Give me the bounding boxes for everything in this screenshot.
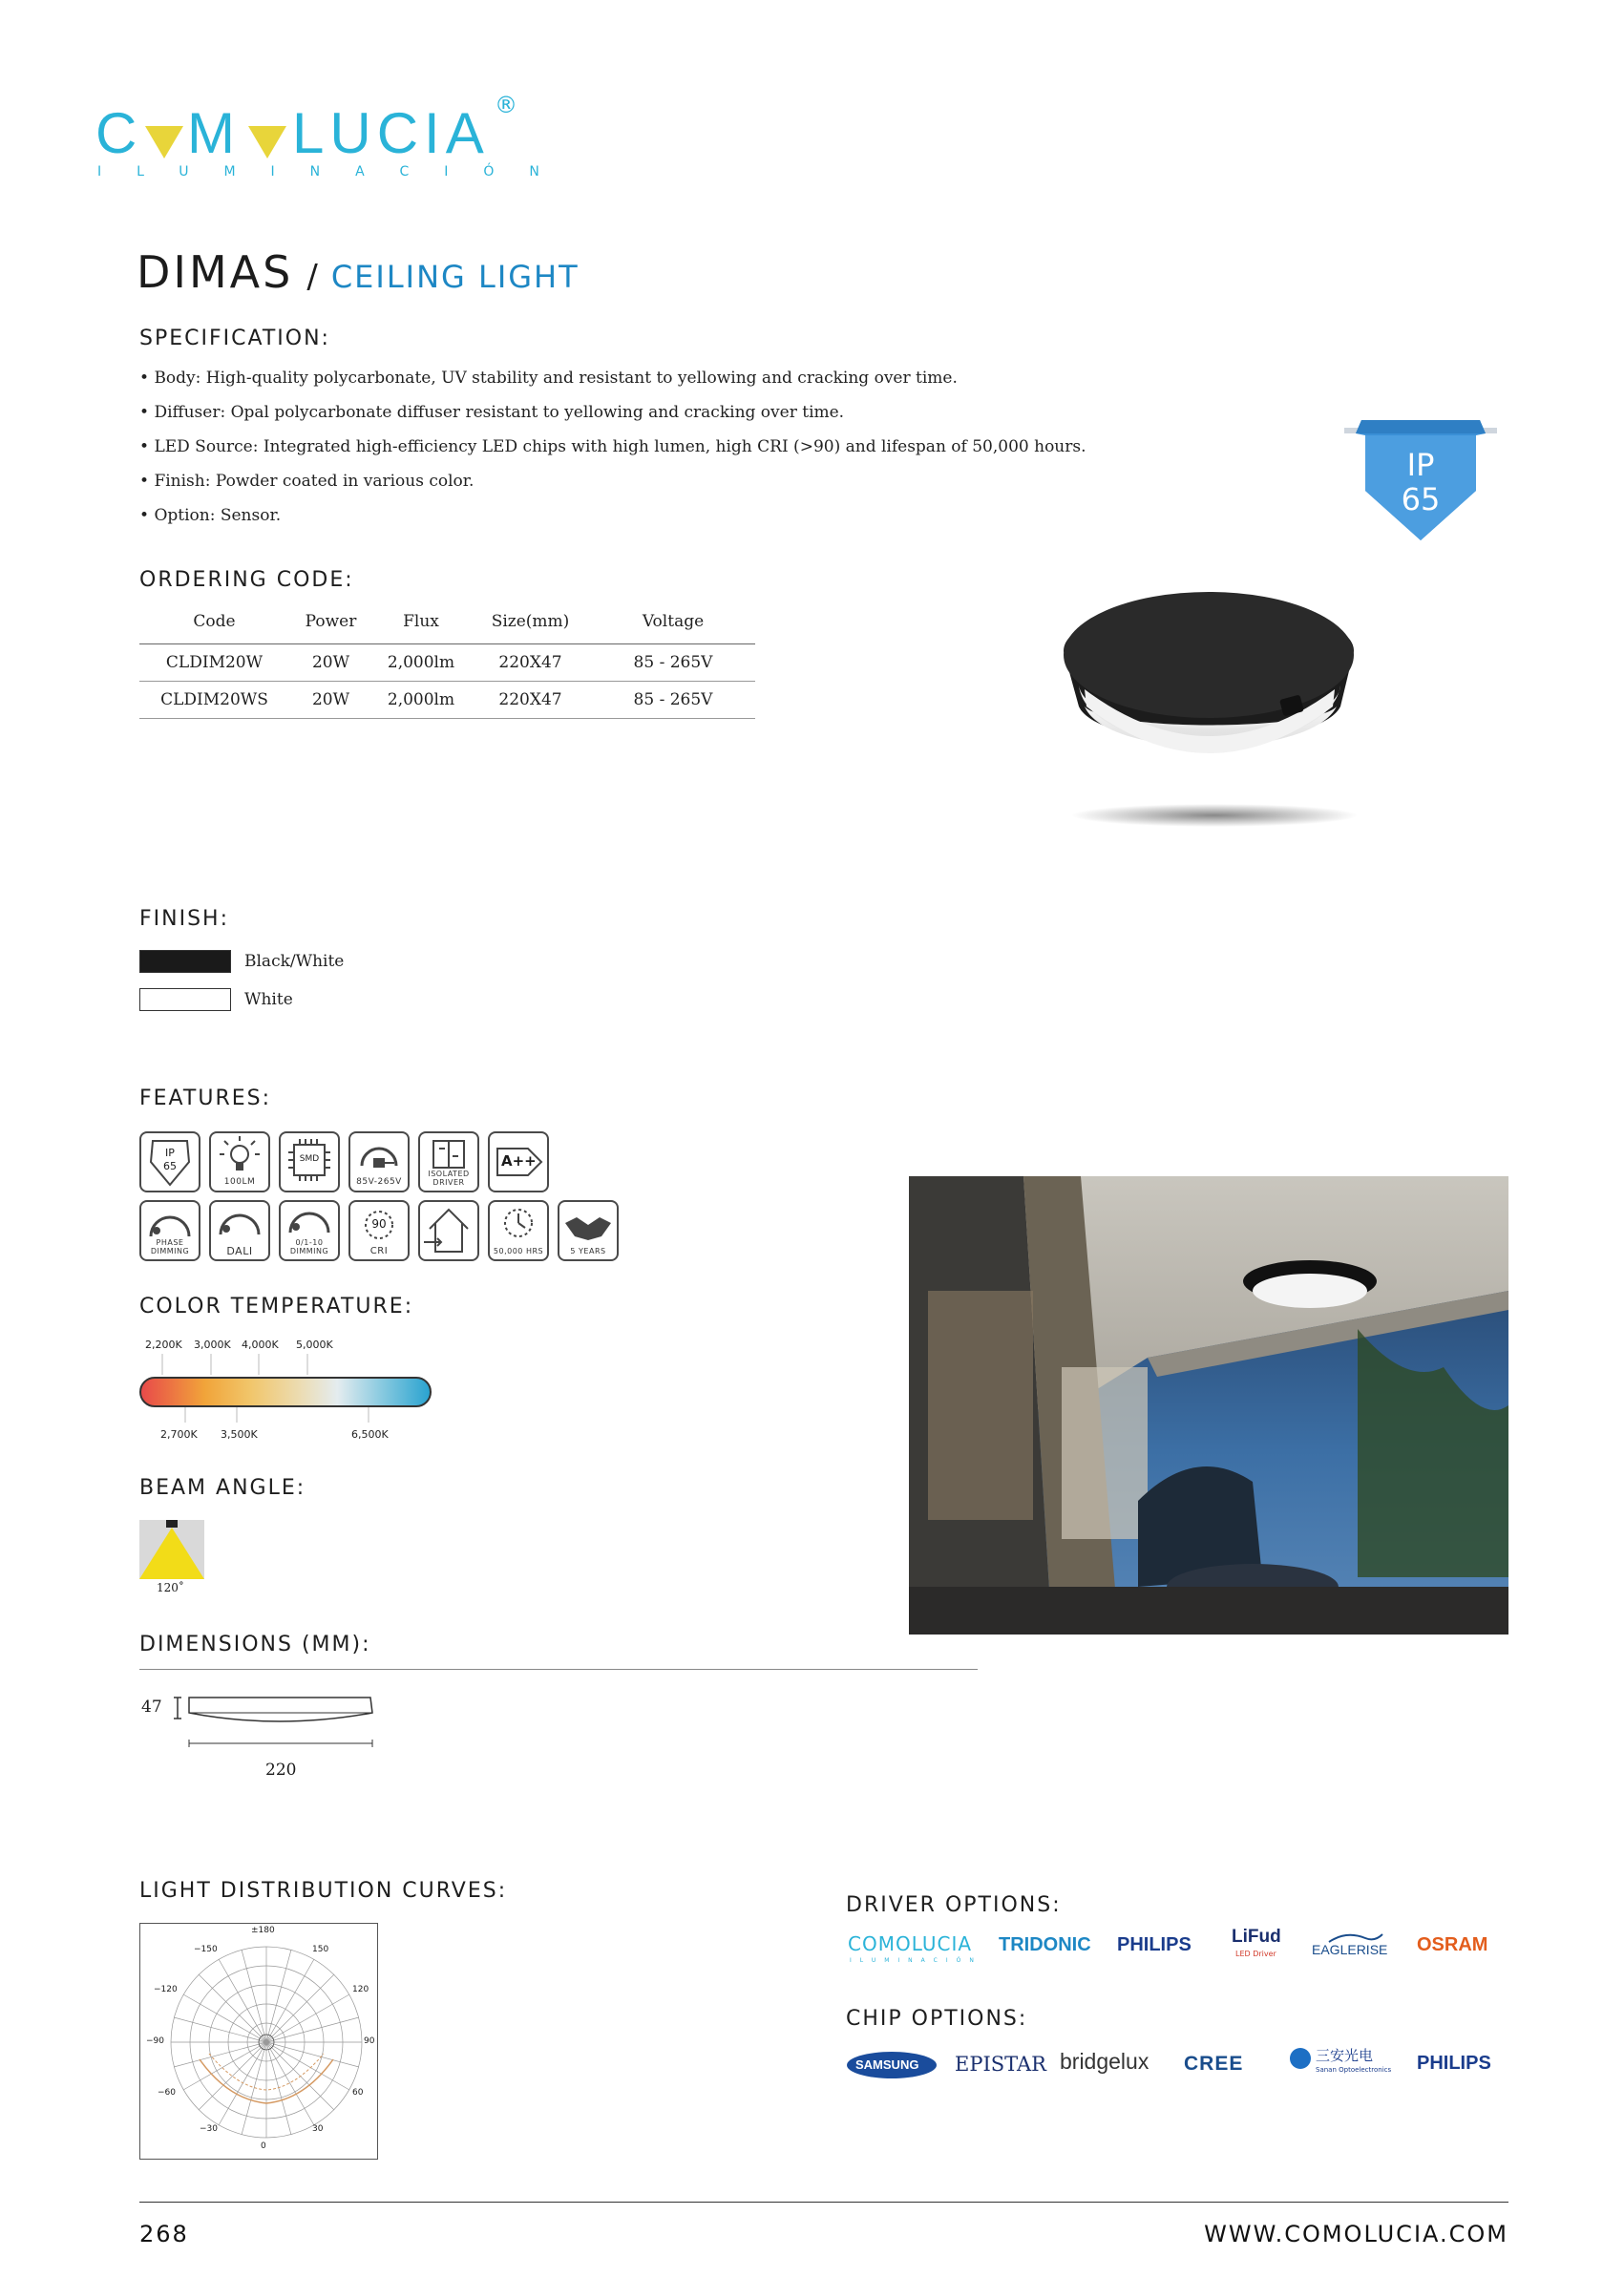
beam-angle-value: 120˚	[157, 1581, 184, 1594]
product-title	[137, 246, 580, 298]
driver-brand-comolucia: COMOLUCIA ILUMINACIÓN	[848, 1932, 982, 1964]
installation-photo	[909, 1176, 1508, 1635]
finish-heading: FINISH:	[139, 907, 230, 931]
polar-label-r30: 30	[312, 2124, 324, 2134]
website-link[interactable]: WWW.COMOLUCIA.COM	[1204, 2221, 1508, 2247]
svg-text:LUCIA: LUCIA	[292, 101, 490, 165]
lifespan-clock-icon: 50,000 HRS	[488, 1200, 549, 1261]
polar-label-l30: −30	[200, 2124, 218, 2134]
ordering-heading: ORDERING CODE:	[139, 568, 354, 592]
chip-brand-samsung: SAMSUNG	[846, 2051, 938, 2079]
ct-top-label: 4,000K	[242, 1339, 279, 1351]
col-size: Size(mm)	[470, 600, 591, 644]
driver-brand-eaglerise: EAGLERISE	[1312, 1942, 1388, 1957]
polar-label-l90: −90	[146, 2036, 164, 2046]
finish-label: Black/White	[244, 952, 345, 971]
polar-label-top: ±180	[251, 1926, 275, 1935]
product-category: CEILING LIGHT	[330, 259, 580, 295]
dimensions-divider	[139, 1669, 978, 1670]
finish-label: White	[244, 990, 293, 1009]
ordering-table	[139, 600, 755, 719]
cri-icon: 90 CRI	[348, 1200, 410, 1261]
spec-item: • Finish: Powder coated in various color.	[139, 464, 1086, 498]
cell-power: 20W	[289, 682, 372, 719]
col-code: Code	[139, 600, 289, 644]
ip65-badge	[1344, 414, 1497, 548]
warranty-handshake-icon: 5 YEARS	[558, 1200, 619, 1261]
driver-brand-lifud: LiFud LED Driver	[1232, 1927, 1281, 1958]
logo-triangle-1	[145, 126, 183, 158]
polar-label-l120: −120	[154, 1985, 178, 1994]
ct-top-label: 5,000K	[296, 1339, 333, 1351]
cell-size: 220X47	[470, 682, 591, 719]
finish-option	[139, 988, 293, 1011]
lumen-bulb-icon: 100LM	[209, 1131, 270, 1192]
ct-bottom-label: 6,500K	[351, 1428, 389, 1441]
finish-swatch-white	[139, 988, 231, 1011]
ip65-icon: IP 65	[139, 1131, 200, 1192]
isolated-driver-icon: ISOLATED DRIVER	[418, 1131, 479, 1192]
spec-item: • Diffuser: Opal polycarbonate diffuser resistant to yellowing and cracking over time.	[139, 395, 1086, 430]
polar-label-r120: 120	[352, 1985, 369, 1994]
chip-options-heading: CHIP OPTIONS:	[846, 2007, 1028, 2031]
features-heading: FEATURES:	[139, 1086, 272, 1110]
color-temperature-bar	[139, 1377, 432, 1407]
product-name: DIMAS	[137, 246, 294, 298]
table-row	[139, 682, 755, 719]
driver-brand-philips: PHILIPS	[1117, 1934, 1192, 1955]
col-power: Power	[289, 600, 372, 644]
energy-class-icon: A++	[488, 1131, 549, 1192]
title-separator: /	[306, 258, 318, 296]
beam-angle-heading: BEAM ANGLE:	[139, 1476, 306, 1500]
spec-item: • Option: Sensor.	[139, 498, 1086, 533]
distribution-heading: LIGHT DISTRIBUTION CURVES:	[139, 1879, 508, 1903]
color-temperature-heading: COLOR TEMPERATURE:	[139, 1295, 414, 1318]
brand-logo	[95, 92, 575, 185]
indoor-house-icon	[418, 1200, 479, 1261]
polar-label-r150: 150	[312, 1945, 329, 1954]
col-voltage: Voltage	[591, 600, 755, 644]
cell-flux: 2,000lm	[372, 682, 470, 719]
voltage-plug-icon: 85V-265V	[348, 1131, 410, 1192]
ct-top-label: 3,000K	[194, 1339, 231, 1351]
polar-label-r90: 90	[364, 2036, 375, 2046]
cell-voltage: 85 - 265V	[591, 644, 755, 682]
svg-text:M: M	[187, 101, 235, 165]
ip-badge-line2: 65	[1401, 481, 1441, 517]
finish-swatch-black	[139, 950, 231, 973]
logo-triangle-2	[248, 126, 286, 158]
driver-brand-osram: OSRAM	[1417, 1934, 1488, 1955]
dimming-0-10-icon: 0/1-10 DIMMING	[279, 1200, 340, 1261]
finish-option	[139, 950, 344, 973]
beam-angle-graphic	[139, 1520, 204, 1579]
footer-divider	[139, 2202, 1508, 2203]
polar-label-l60: −60	[158, 2088, 176, 2098]
specification-list	[139, 361, 1086, 533]
polar-chart	[139, 1923, 378, 2160]
logo-tagline: ILUMINACIÓN	[97, 164, 575, 179]
col-flux: Flux	[372, 600, 470, 644]
spec-item: • Body: High-quality polycarbonate, UV stability and resistant to yellowing and cracking over time.	[139, 361, 1086, 395]
ip-badge-line1: IP	[1406, 447, 1435, 483]
phase-dimming-icon: PHASE DIMMING	[139, 1200, 200, 1261]
smd-chip-icon: SMD	[279, 1131, 340, 1192]
dimension-height: 47	[141, 1698, 162, 1717]
ct-bottom-label: 2,700K	[160, 1428, 198, 1441]
specification-heading: SPECIFICATION:	[139, 327, 330, 350]
driver-brand-tridonic: TRIDONIC	[999, 1934, 1091, 1955]
page-number: 268	[139, 2221, 189, 2247]
cell-code: CLDIM20WS	[139, 682, 289, 719]
cell-power: 20W	[289, 644, 372, 682]
ct-top-label: 2,200K	[145, 1339, 182, 1351]
chip-brand-philips: PHILIPS	[1417, 2053, 1491, 2074]
polar-label-r60: 60	[352, 2088, 364, 2098]
chip-brand-epistar: EPISTAR	[955, 2053, 1046, 2076]
chip-brand-sanan: 三安光电 Sanan Optoelectronics	[1289, 2043, 1394, 2081]
product-image	[1050, 563, 1375, 840]
spec-item: • LED Source: Integrated high-efficiency LED chips with high lumen, high CRI (>90) and lifespan of 50,000 hours.	[139, 430, 1086, 464]
cell-size: 220X47	[470, 644, 591, 682]
dimensions-heading: DIMENSIONS (MM):	[139, 1633, 371, 1656]
eaglerise-wave-icon	[1327, 1930, 1384, 1944]
cell-code: CLDIM20W	[139, 644, 289, 682]
polar-label-bottom: 0	[261, 2141, 266, 2151]
table-row	[139, 644, 755, 682]
polar-label-l150: −150	[194, 1945, 218, 1954]
ct-bottom-label: 3,500K	[221, 1428, 258, 1441]
dimension-width: 220	[265, 1761, 297, 1780]
chip-brand-cree: CREE	[1184, 2053, 1244, 2075]
dimension-drawing	[168, 1690, 397, 1757]
logo-text: C	[95, 101, 145, 165]
chip-brand-bridgelux: bridgelux	[1060, 2049, 1149, 2074]
cell-flux: 2,000lm	[372, 644, 470, 682]
driver-options-heading: DRIVER OPTIONS:	[846, 1893, 1062, 1917]
logo-registered: ®	[495, 92, 517, 118]
dali-icon: DALI	[209, 1200, 270, 1261]
cell-voltage: 85 - 265V	[591, 682, 755, 719]
